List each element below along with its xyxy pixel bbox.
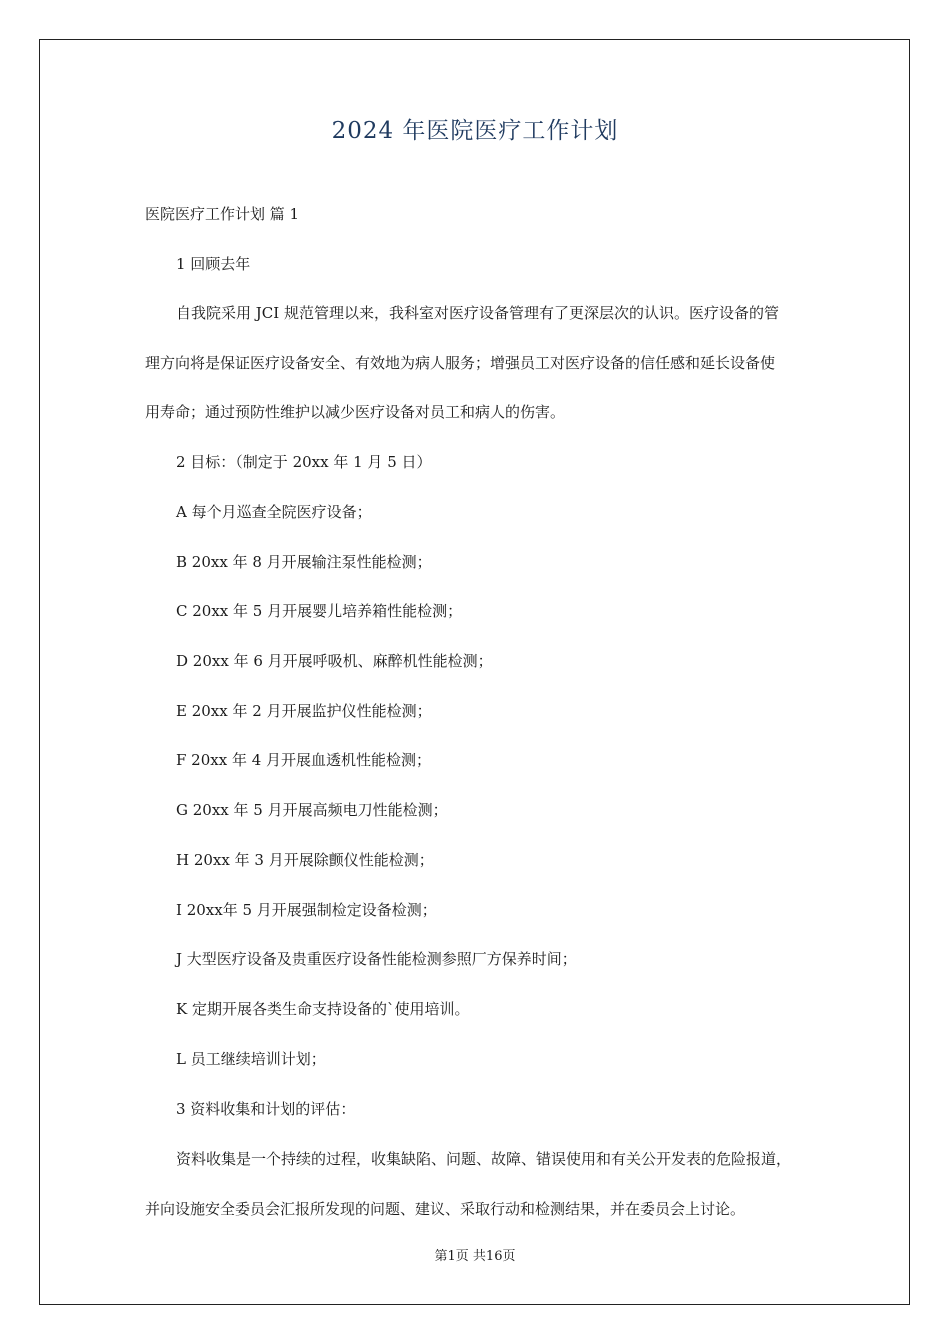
paragraph-line: 3 资料收集和计划的评估： [176,1100,356,1118]
list-item: L 员工继续培训计划； [176,1050,326,1068]
list-item: B 20xx 年 8 月开展输注泵性能检测； [176,553,432,571]
list-item: D 20xx 年 6 月开展呼吸机、麻醉机性能检测； [176,652,493,670]
paragraph-line: 1 回顾去年 [176,255,251,273]
page-footer: 第1页 共16页 [434,1249,516,1264]
list-item: I 20xx年 5 月开展强制检定设备检测； [176,901,437,919]
paragraph-line: 用寿命；通过预防性维护以减少医疗设备对员工和病人的伤害。 [145,403,566,421]
list-item: E 20xx 年 2 月开展监护仪性能检测； [176,702,432,720]
list-item: K 定期开展各类生命支持设备的`使用培训。 [176,1000,470,1018]
paragraph-line: 理方向将是保证医疗设备安全、有效地为病人服务；增强员工对医疗设备的信任感和延长设备使 [145,354,776,372]
list-item: H 20xx 年 3 月开展除颤仪性能检测； [176,851,434,869]
list-item: G 20xx 年 5 月开展高频电刀性能检测； [176,801,448,819]
section-heading: 医院医疗工作计划 篇 1 [145,205,300,223]
paragraph-line: 2 目标：（制定于 20xx 年 1 月 5 日） [176,453,432,471]
list-item: C 20xx 年 5 月开展婴儿培养箱性能检测； [176,602,463,620]
page-border [39,39,910,1305]
paragraph-line: 资料收集是一个持续的过程，收集缺陷、问题、故障、错误使用和有关公开发表的危险报道， [176,1150,792,1168]
list-item: F 20xx 年 4 月开展血透机性能检测； [176,751,432,769]
list-item: A 每个月巡查全院医疗设备； [176,503,372,521]
document-title: 2024 年医院医疗工作计划 [331,118,619,144]
paragraph-line: 自我院采用 JCI 规范管理以来，我科室对医疗设备管理有了更深层次的认识。医疗设备的管 [176,304,779,322]
paragraph-line: 并向设施安全委员会汇报所发现的问题、建议、采取行动和检测结果，并在委员会上讨论。 [145,1200,746,1218]
list-item: J 大型医疗设备及贵重医疗设备性能检测参照厂方保养时间； [176,950,577,968]
